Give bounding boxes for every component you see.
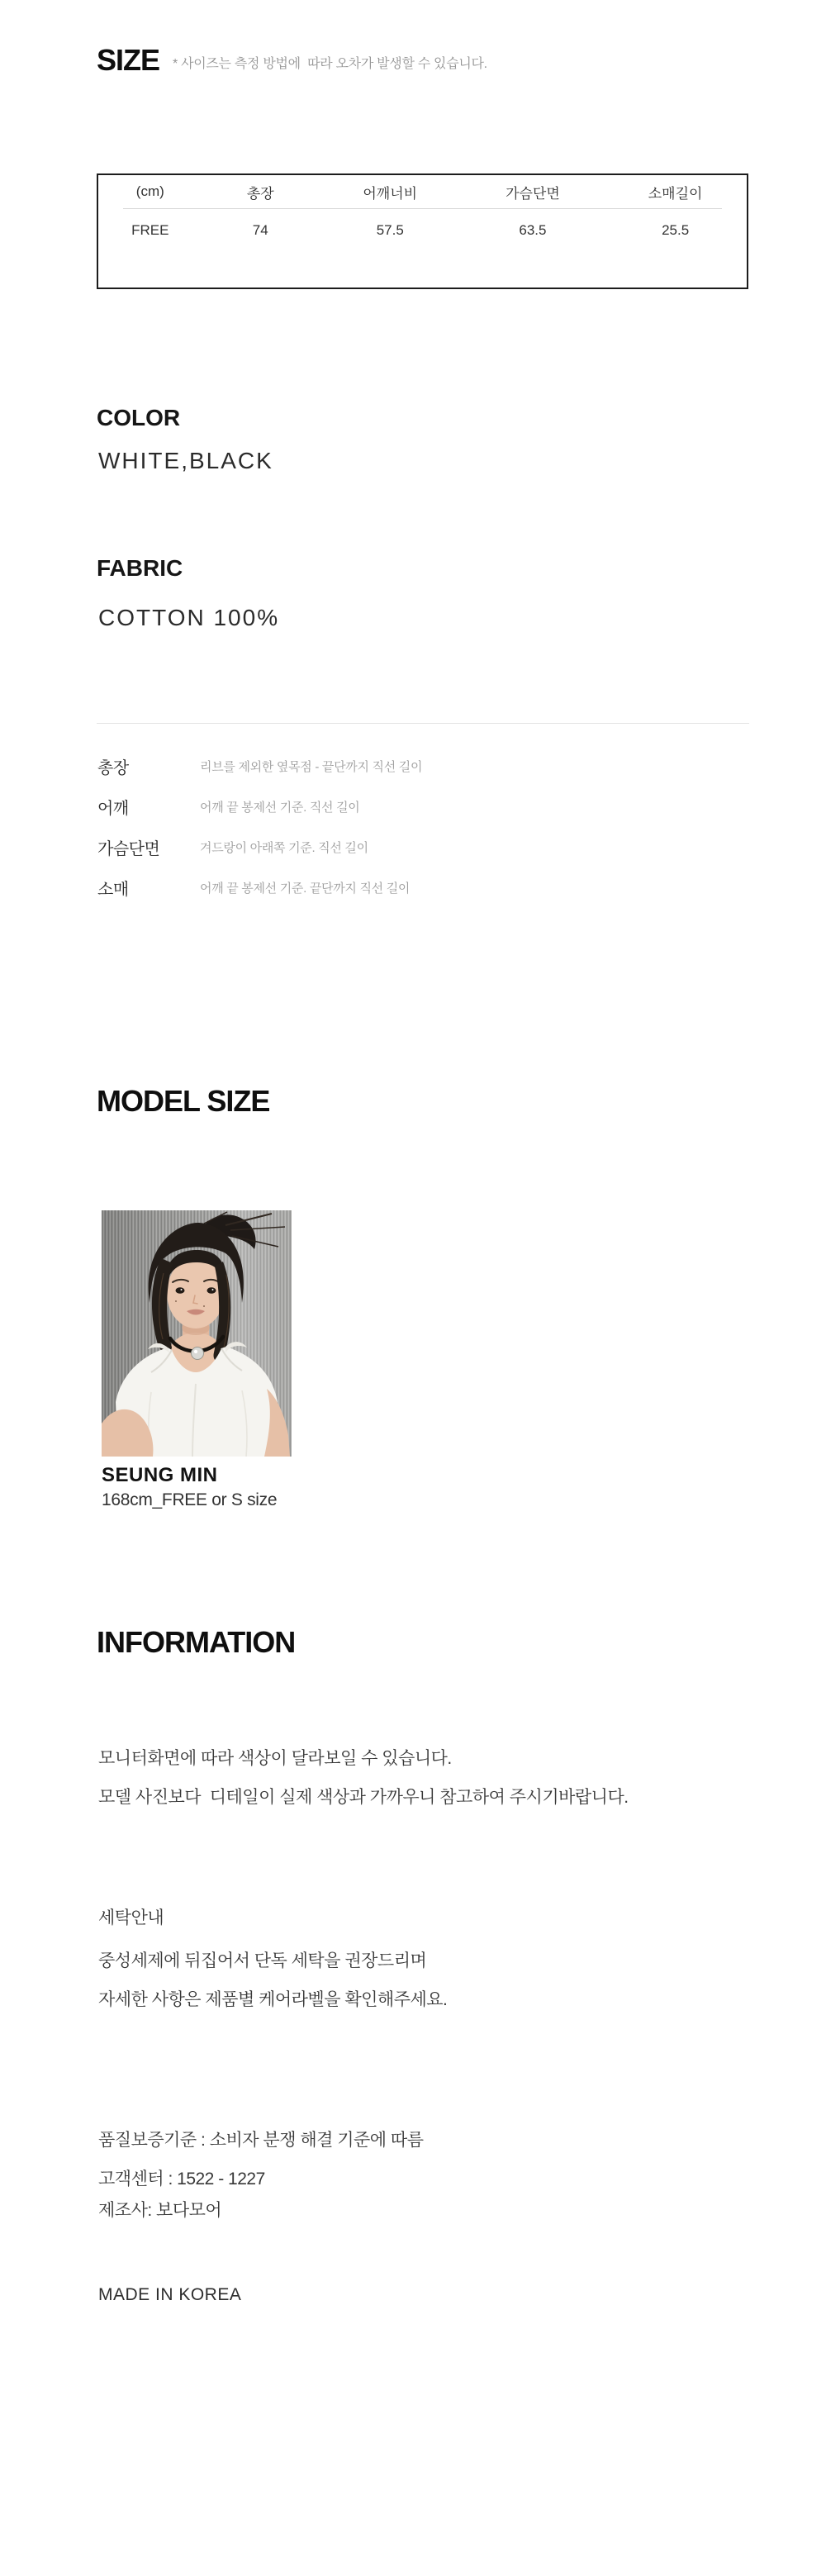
size-table-header-cell: 총장 [246, 185, 274, 202]
measure-label: 어깨 [97, 800, 129, 818]
size-table-cell: 74 [252, 222, 268, 238]
size-title: SIZE [97, 43, 160, 77]
size-table-header-row [98, 175, 747, 208]
manufacturer-line: 제조사: 보다모어 [98, 2201, 222, 2220]
size-table-header-cell: 소매길이 [648, 185, 703, 202]
fabric-title: FABRIC [97, 555, 183, 581]
size-table-cell: FREE [131, 222, 169, 238]
size-table [97, 173, 748, 289]
size-table-header-cell: 어깨너비 [363, 185, 418, 202]
size-section-header [97, 45, 487, 75]
information-line: 모니터화면에 따라 색상이 달라보일 수 있습니다. [98, 1749, 452, 1768]
measure-description: 어깨 끝 봉제선 기준. 직선 길이 [200, 801, 360, 815]
model-name: SEUNG MIN [102, 1464, 218, 1486]
model-photo [102, 1210, 292, 1457]
size-table-cell: 57.5 [376, 222, 404, 238]
size-table-header-cell: (cm) [135, 183, 164, 199]
size-table-cell: 25.5 [662, 222, 690, 238]
section-divider [97, 723, 749, 724]
size-table-data-row [98, 209, 747, 252]
measure-guide-row [97, 827, 676, 867]
measure-description: 리브를 제외한 옆목점 - 끝단까지 직선 길이 [200, 760, 423, 774]
information-title: INFORMATION [97, 1625, 296, 1659]
model-photo-illustration [102, 1210, 292, 1457]
measure-description: 겨드랑이 아래쪽 기준. 직선 길이 [200, 841, 368, 855]
measure-description: 어깨 끝 봉제선 기준. 끝단까지 직선 길이 [200, 882, 411, 896]
color-title: COLOR [97, 405, 181, 430]
size-table-cell: 63.5 [519, 222, 547, 238]
measure-guide-list [97, 746, 676, 908]
measure-label: 총장 [97, 759, 129, 777]
measure-guide-row [97, 787, 676, 827]
made-in-korea-label: MADE IN KOREA [98, 2285, 242, 2304]
customer-center-line: 고객센터 : 1522 - 1227 [98, 2170, 265, 2189]
model-size-title: MODEL SIZE [97, 1084, 270, 1118]
measure-label: 소매 [97, 881, 129, 899]
size-table-header-cell: 가슴단면 [506, 185, 560, 202]
quality-standard-line: 품질보증기준 : 소비자 분쟁 해결 기준에 따름 [98, 2131, 424, 2150]
fabric-value: COTTON 100% [98, 605, 280, 630]
care-guide-line: 자세한 사항은 제품별 케어라벨을 확인해주세요. [98, 1990, 448, 2009]
care-guide-title: 세탁안내 [98, 1908, 164, 1927]
color-value: WHITE,BLACK [98, 448, 273, 473]
measure-guide-row [97, 746, 676, 787]
care-guide-line: 중성세제에 뒤집어서 단독 세탁을 권장드리며 [98, 1951, 427, 1970]
model-spec: 168cm_FREE or S size [102, 1490, 278, 1509]
measure-guide-row [97, 867, 676, 908]
size-note: * 사이즈는 측정 방법에 따라 오차가 발생할 수 있습니다. [173, 57, 487, 71]
information-line: 모델 사진보다 디테일이 실제 색상과 가까우니 참고하여 주시기바랍니다. [98, 1788, 629, 1807]
measure-label: 가슴단면 [97, 840, 160, 858]
